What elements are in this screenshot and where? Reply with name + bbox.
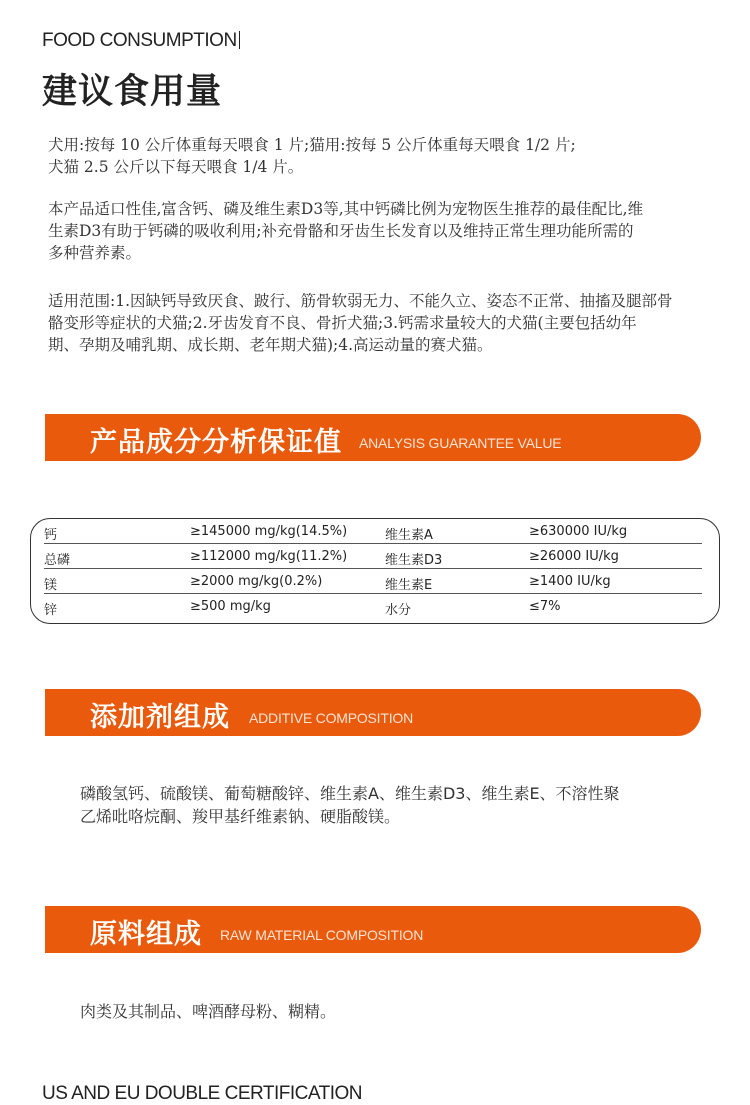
scope-line: 期、孕期及哺乳期、成长期、老年期犬猫);4.高运动量的赛犬猫。 [48,336,493,354]
nutrient-name: 维生素A [385,528,433,543]
description-line: 生素D3有助于钙磷的吸收利用;补充骨骼和牙齿生长发育以及维持正常生理功能所需的 [48,222,634,240]
table-row [44,569,702,594]
additive-banner [45,689,701,736]
nutrient-value: ≥1400 IU/kg [529,574,611,589]
nutrient-value: ≤7% [529,599,561,614]
nutrient-name: 维生素D3 [385,553,443,568]
nutrient-value: ≥2000 mg/kg(0.2%) [190,574,323,589]
nutrient-name: 钙 [44,528,58,543]
scope-line: 适用范围:1.因缺钙导致厌食、跛行、筋骨软弱无力、不能久立、姿态不正常、抽搐及腿部骨 [48,292,673,310]
additive-line: 磷酸氢钙、硫酸镁、葡萄糖酸锌、维生素A、维生素D3、维生素E、不溶性聚 [80,784,620,803]
raw-material-title-en: RAW MATERIAL COMPOSITION [220,927,424,943]
nutrient-value: ≥112000 mg/kg(11.2%) [190,549,348,564]
table-row [44,594,702,618]
description-line: 本产品适口性佳,富含钙、磷及维生素D3等,其中钙磷比例为宠物医生推荐的最佳配比,维 [48,200,644,218]
analysis-title-en: ANALYSIS GUARANTEE VALUE [359,435,562,451]
table-row [44,519,702,544]
dosage-line: 犬猫 2.5 公斤以下每天喂食 1/4 片。 [48,158,304,176]
nutrient-name: 总磷 [44,553,71,568]
nutrient-name: 维生素E [385,578,433,593]
title-divider [239,31,240,49]
nutrient-name: 水分 [385,603,412,618]
raw-material-banner [45,906,701,953]
table-row [44,544,702,569]
dosage-line: 犬用:按每 10 公斤体重每天喂食 1 片;猫用:按每 5 公斤体重每天喂食 1/2 片; [48,136,576,154]
description-paragraph [48,198,708,264]
nutrient-value: ≥500 mg/kg [190,599,271,614]
scope-paragraph [48,290,708,356]
description-line: 多种营养素。 [48,244,142,262]
additive-title-zh: 添加剂组成 [90,702,230,733]
nutrient-value: ≥630000 IU/kg [529,524,628,539]
page-title: 建议食用量 [42,72,223,112]
analysis-title-zh: 产品成分分析保证值 [90,427,342,458]
nutrient-name: 锌 [44,603,58,618]
additive-text [80,782,680,828]
certification-title: US AND EU DOUBLE CERTIFICATION [42,1083,363,1104]
nutrient-name: 镁 [44,578,58,593]
nutrient-value: ≥145000 mg/kg(14.5%) [190,524,348,539]
dosage-paragraph [48,134,708,178]
food-consumption-label: FOOD CONSUMPTION [42,30,237,51]
analysis-banner [45,414,701,461]
nutrient-value: ≥26000 IU/kg [529,549,619,564]
additive-title-en: ADDITIVE COMPOSITION [249,710,414,726]
additive-line: 乙烯吡咯烷酮、羧甲基纤维素钠、硬脂酸镁。 [80,807,401,826]
section-title-en [42,30,240,52]
raw-material-text: 肉类及其制品、啤酒酵母粉、糊精。 [80,1002,337,1021]
raw-material-title-zh: 原料组成 [90,919,202,950]
scope-line: 骼变形等症状的犬猫;2.牙齿发育不良、骨折犬猫;3.钙需求量较大的犬猫(主要包括幼年 [48,314,637,332]
